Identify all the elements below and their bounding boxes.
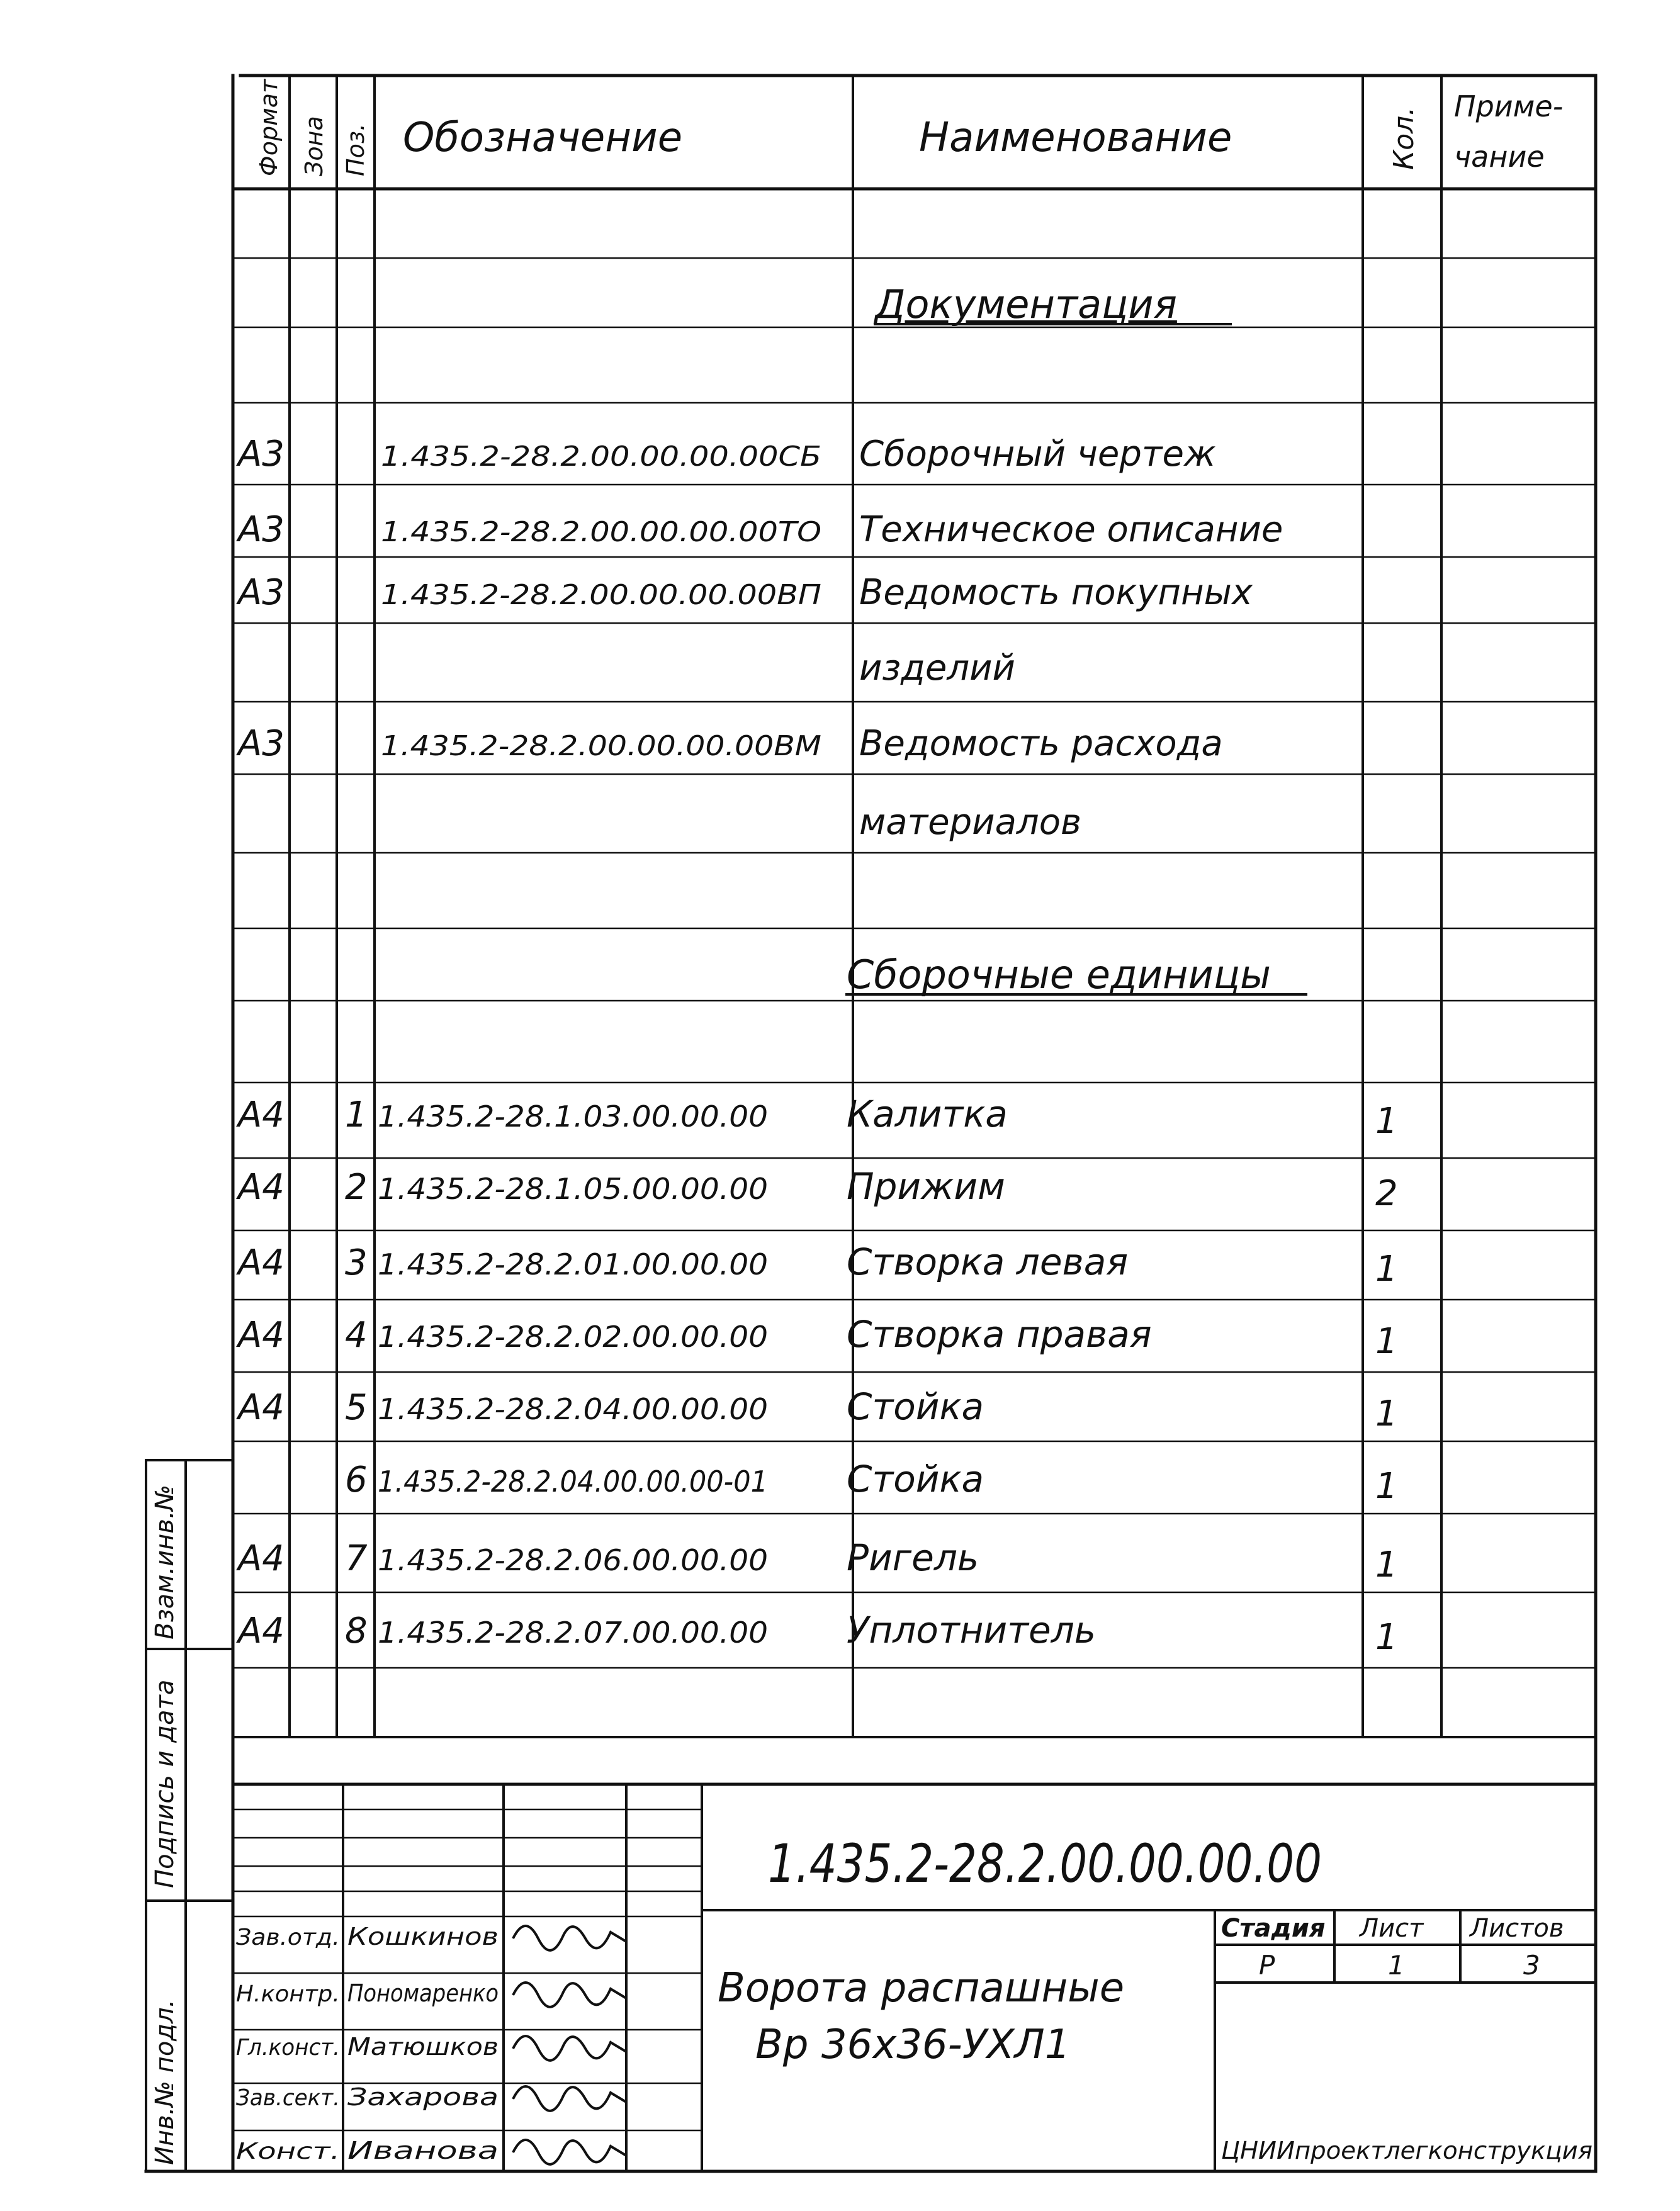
sheets-value: 3	[1523, 1950, 1540, 1981]
doc-name-continuation: материалов	[859, 802, 1081, 843]
unit-designation: 1.435.2-28.2.04.00.00.00-01	[378, 1465, 768, 1499]
signature	[513, 2086, 626, 2111]
organization: ЦНИИпроектлегконструкция	[1221, 2137, 1593, 2164]
header-note-line2: чание	[1454, 140, 1545, 174]
unit-format: А4	[238, 1387, 285, 1428]
unit-name: Уплотнитель	[847, 1609, 1096, 1651]
sheet-value: 1	[1388, 1950, 1405, 1981]
signer-surname: Матюшков	[347, 2033, 499, 2061]
unit-designation: 1.435.2-28.2.02.00.00.00	[378, 1320, 768, 1354]
unit-qty: 1	[1375, 1544, 1398, 1585]
signer-role: Гл.конст.	[236, 2035, 340, 2061]
assembly-units-list	[236, 1093, 1398, 1658]
doc-format: А3	[238, 509, 285, 550]
unit-pos: 1	[345, 1094, 368, 1135]
unit-pos: 7	[345, 1538, 368, 1579]
signer-surname: Захарова	[347, 2083, 499, 2111]
signer-role: Н.контр.	[236, 1981, 340, 2007]
unit-name: Створка правая	[847, 1313, 1152, 1356]
unit-row	[345, 1458, 1398, 1507]
unit-pos: 5	[345, 1387, 368, 1428]
doc-number: 1.435.2-28.2.00.00.00.00	[768, 1833, 1322, 1894]
unit-name: Прижим	[847, 1165, 1005, 1208]
signature	[513, 2036, 626, 2061]
doc-designation: 1.435.2-28.2.00.00.00.00ВП	[381, 579, 821, 611]
unit-designation: 1.435.2-28.2.01.00.00.00	[378, 1247, 768, 1281]
document-row	[236, 434, 1215, 475]
document-row	[236, 723, 1223, 843]
header-qty: Кол.	[1388, 106, 1420, 170]
unit-qty: 1	[1375, 1101, 1398, 1142]
unit-designation: 1.435.2-28.2.06.00.00.00	[378, 1543, 768, 1577]
doc-name: Ведомость покупных	[859, 572, 1253, 613]
table-header	[255, 78, 1563, 176]
signer-role: Конст.	[236, 2139, 340, 2164]
signer-surname: Кошкинов	[347, 1923, 499, 1950]
unit-designation: 1.435.2-28.1.03.00.00.00	[378, 1100, 768, 1134]
signer-row	[236, 2033, 626, 2061]
unit-format: А4	[238, 1242, 285, 1283]
signer-role: Зав.отд.	[236, 1925, 340, 1950]
unit-row	[236, 1609, 1398, 1658]
unit-row	[236, 1165, 1398, 1214]
unit-pos: 8	[345, 1611, 368, 1651]
unit-format: А4	[238, 1094, 285, 1135]
unit-qty: 2	[1375, 1173, 1398, 1214]
unit-qty: 1	[1375, 1249, 1398, 1290]
signer-role: Зав.сект.	[236, 2085, 340, 2111]
stamp-replace-inv: Взам.инв.№	[150, 1484, 179, 1640]
signature	[513, 2140, 626, 2164]
doc-name: Техническое описание	[859, 509, 1283, 550]
signature	[513, 1983, 626, 2007]
title-block-rows	[233, 1809, 702, 2130]
unit-format: А4	[238, 1315, 285, 1356]
doc-name: Ведомость расхода	[859, 723, 1223, 764]
stage-value: Р	[1259, 1950, 1275, 1981]
header-format: Формат	[255, 79, 283, 176]
header-designation: Обозначение	[403, 115, 683, 161]
signer-row	[236, 2137, 626, 2164]
unit-qty: 1	[1375, 1617, 1398, 1658]
product-name-line1: Ворота распашные	[718, 1965, 1125, 2011]
unit-qty: 1	[1375, 1466, 1398, 1507]
header-zone: Зона	[300, 116, 328, 176]
unit-qty: 1	[1375, 1393, 1398, 1434]
section-documentation: Документация	[875, 281, 1177, 327]
signer-row	[236, 1923, 626, 1950]
unit-row	[236, 1313, 1398, 1362]
signers-list	[236, 1923, 626, 2164]
unit-name: Створка левая	[847, 1241, 1129, 1283]
unit-name: Стойка	[847, 1458, 984, 1500]
unit-format: А4	[238, 1611, 285, 1651]
product-name-line2: Вр 36х36-УХЛ1	[755, 2022, 1071, 2068]
unit-row	[236, 1536, 1398, 1585]
header-pos: Поз.	[342, 123, 369, 176]
doc-designation: 1.435.2-28.2.00.00.00.00ТО	[381, 516, 821, 548]
unit-row	[236, 1241, 1398, 1290]
doc-name-continuation: изделий	[859, 648, 1015, 689]
doc-format: А3	[238, 572, 285, 613]
sheet-label: Лист	[1360, 1914, 1424, 1943]
unit-designation: 1.435.2-28.1.05.00.00.00	[378, 1172, 768, 1206]
unit-pos: 4	[345, 1315, 368, 1356]
unit-pos: 6	[345, 1460, 368, 1500]
doc-name: Сборочный чертеж	[859, 434, 1216, 475]
signer-surname: Пономаренко	[347, 1979, 499, 2007]
unit-pos: 3	[345, 1242, 368, 1283]
document-row	[236, 509, 1283, 550]
unit-name: Ригель	[847, 1536, 979, 1579]
section-assembly-units: Сборочные единицы	[847, 952, 1271, 998]
unit-designation: 1.435.2-28.2.07.00.00.00	[378, 1616, 768, 1650]
signer-row	[236, 1979, 626, 2007]
sheets-label: Листов	[1470, 1914, 1564, 1943]
header-name: Наименование	[919, 115, 1232, 161]
unit-qty: 1	[1375, 1321, 1398, 1362]
doc-format: А3	[238, 723, 285, 764]
unit-pos: 2	[345, 1167, 368, 1208]
signature	[513, 1926, 626, 1950]
doc-format: А3	[238, 434, 285, 475]
unit-name: Калитка	[847, 1093, 1008, 1135]
unit-row	[236, 1093, 1398, 1142]
header-note-line1: Приме-	[1454, 89, 1564, 123]
unit-format: А4	[238, 1538, 285, 1579]
signer-row	[236, 2083, 626, 2111]
stamp-sign-date: Подпись и дата	[150, 1679, 179, 1888]
unit-designation: 1.435.2-28.2.04.00.00.00	[378, 1392, 768, 1426]
unit-row	[236, 1385, 1398, 1434]
doc-designation: 1.435.2-28.2.00.00.00.00СБ	[381, 441, 821, 473]
stamp-inv-orig: Инв.№ подл.	[150, 1999, 179, 2165]
doc-designation: 1.435.2-28.2.00.00.00.00ВМ	[381, 730, 821, 762]
signer-surname: Иванова	[347, 2137, 499, 2164]
unit-format: А4	[238, 1167, 285, 1208]
stage-label: Стадия	[1221, 1914, 1326, 1943]
document-row	[236, 572, 1253, 689]
unit-name: Стойка	[847, 1385, 984, 1428]
